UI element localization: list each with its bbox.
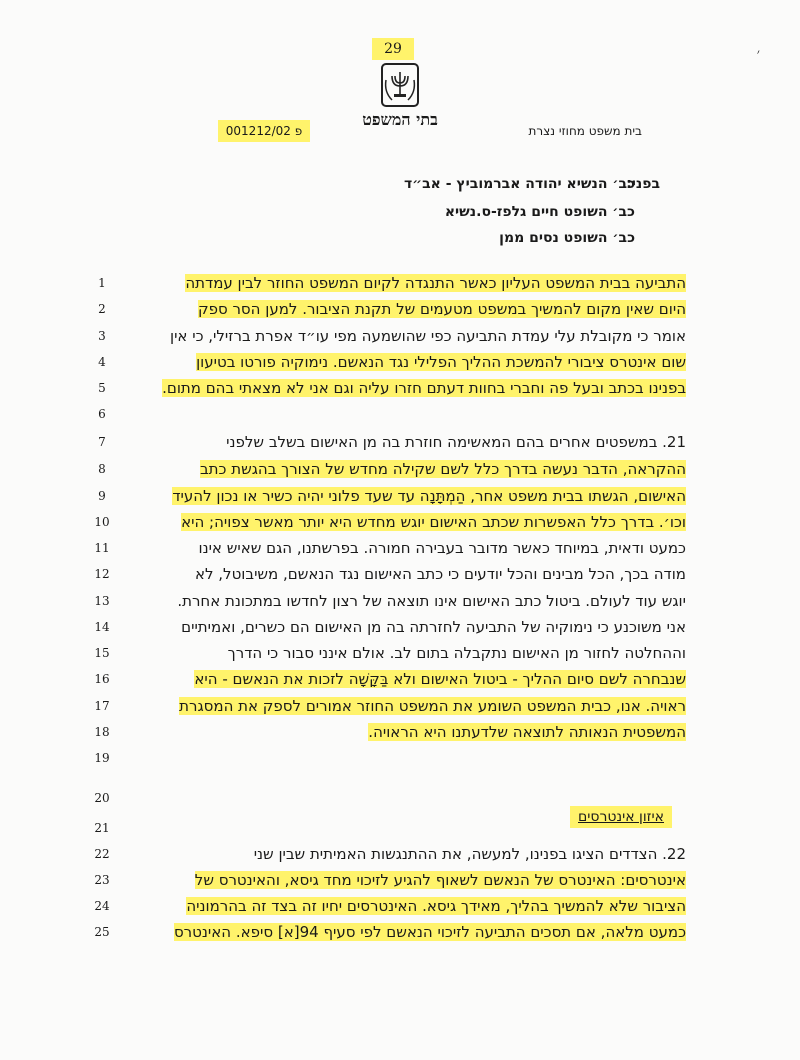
line-number: 23 xyxy=(94,873,110,887)
line-text-content: כמעט ודאית, במיוחד כאשר מדובר בעבירה חמורה. בפרשתנו, הגם שאיש אינו xyxy=(198,539,686,557)
line-number: 8 xyxy=(98,462,106,476)
line-number: 21 xyxy=(94,821,110,835)
line-text-content: כמעט מלאה, אם תסכים התביעה לזיכוי הנאשם לפי סעיף 94[א] סיפא. האינטרס xyxy=(173,923,686,941)
line-text xyxy=(128,561,686,587)
line-text xyxy=(128,296,686,322)
line-number: 16 xyxy=(94,672,110,686)
line-number: 4 xyxy=(98,355,106,369)
text-line xyxy=(0,561,800,587)
line-text xyxy=(128,719,686,745)
judge-3: כב׳ השופט נסים ממן xyxy=(499,230,635,246)
line-text xyxy=(128,693,686,719)
line-number: 5 xyxy=(98,381,106,395)
line-text-content: שום אינטרס ציבורי להמשכת ההליך הפלילי נגד הנאשם. נימוקיה פורטו בטיעון xyxy=(196,353,686,371)
line-text xyxy=(128,841,686,867)
line-text xyxy=(128,270,686,296)
line-number: 2 xyxy=(98,302,106,316)
case-number: 001212/02 פ xyxy=(218,120,310,142)
line-number: 20 xyxy=(94,791,110,805)
judge-2: כב׳ השופט חיים גלפז-ס.נשיא xyxy=(444,204,635,220)
line-number: 12 xyxy=(94,567,110,581)
text-line xyxy=(0,785,800,811)
line-text-content: וההחלטה לחזור מן האישום נתקבלה בתום לב. אולם אינני סבור כי הדרך xyxy=(227,644,686,662)
line-text xyxy=(128,614,686,640)
line-text xyxy=(128,375,686,401)
text-line xyxy=(0,323,800,349)
text-line xyxy=(0,893,800,919)
line-text xyxy=(128,509,686,535)
line-text-content: האישום, הגשתו בבית משפט אחר, הַמְתָּנָה עד שעד פלוני יהיה כשיר או נכון להעיד xyxy=(172,487,686,505)
text-line xyxy=(0,456,800,482)
text-line xyxy=(0,375,800,401)
line-text-content: הציבור שלא להמשיך בהליך, מאידך גיסא. האינטרסים יחיו זה בצד זה בהרמוניה xyxy=(186,897,686,915)
line-text xyxy=(128,323,686,349)
line-text-content: שנבחרה לשם סיום ההליך - ביטול האישום ולא בַּקָּשָׁה לזכות את הנאשם - היא xyxy=(194,670,686,688)
line-text-content: התביעה בבית המשפט העליון כאשר התנגדה לקיום המשפט החוזר לבין עמדתה xyxy=(185,274,686,292)
line-text-content: ראויה. אנו, כבית המשפט השומע את המשפט החוזר אמורים לספק את המסגרת xyxy=(179,697,686,715)
text-line xyxy=(0,401,800,427)
text-line xyxy=(0,815,800,841)
district-court: בית משפט מחוזי נצרת xyxy=(528,124,642,138)
line-text xyxy=(128,893,686,919)
text-line xyxy=(0,588,800,614)
text-line xyxy=(0,693,800,719)
line-text-content: בפנינו בכתב ובעל פה וחברי בחוות דעתם חזרו עליה וגם אני לא מצאתי בהם מתום. xyxy=(162,379,686,397)
line-text-content: 21. במשפטים אחרים בהם המאשימה חוזרת בה מן האישום בשלב שלפני xyxy=(226,433,686,451)
line-text-content: אני משוכנע כי נימוקיה של התביעה לחזרתה בה מן האישום הם כשרים, ואמיתיים xyxy=(181,618,686,636)
line-number: 15 xyxy=(94,646,110,660)
corner-mark: ׳ xyxy=(756,46,760,62)
line-number: 7 xyxy=(98,435,106,449)
line-text-content: ההקראה, הדבר נעשה בדרך כלל לשם שקילה מחדש של הצורך בהגשת כתב xyxy=(200,460,686,478)
text-line xyxy=(0,640,800,666)
line-text-content: וכו׳. בדרך כלל האפשרות שכתב האישום יוגש מחדש היא יותר מאשר צפויה; היא xyxy=(181,513,686,531)
line-text-content: המשפטית הנאותה לתוצאה שלדעתנו היא הראויה. xyxy=(368,723,686,741)
bench-label: בפני: xyxy=(626,176,660,192)
line-number: 19 xyxy=(94,751,110,765)
text-line xyxy=(0,745,800,771)
line-text xyxy=(128,349,686,375)
text-line xyxy=(0,270,800,296)
judge-1: כב׳ הנשיא יהודה אברמוביץ - אב״ד xyxy=(403,176,635,192)
line-text-content: יוגש עוד לעולם. ביטול כתב האישום אינו תוצאה של רצון לחדשו במתכונת אחרת. xyxy=(177,592,686,610)
text-line xyxy=(0,719,800,745)
line-text xyxy=(128,535,686,561)
line-text xyxy=(128,919,686,945)
line-number: 11 xyxy=(94,541,110,555)
line-number: 14 xyxy=(94,620,110,634)
line-number: 13 xyxy=(94,594,110,608)
line-text-content: אומר כי מקובלת עלי עמדת התביעה כפי שהושמעה מפי עו״ד אפרת ברזילי, כי אין xyxy=(169,327,686,345)
line-number: 17 xyxy=(94,699,110,713)
line-number: 1 xyxy=(98,276,106,290)
line-number: 9 xyxy=(98,489,106,503)
text-line xyxy=(0,349,800,375)
line-text xyxy=(128,483,686,509)
line-number: 3 xyxy=(98,329,106,343)
text-line xyxy=(0,535,800,561)
line-text xyxy=(128,429,686,455)
court-name: בתי המשפט xyxy=(362,110,438,129)
page-number: 29 xyxy=(372,38,414,60)
text-line xyxy=(0,429,800,455)
line-text xyxy=(128,640,686,666)
line-text-content: אינטרסים: האינטרס של הנאשם לשאוף להגיע לזיכוי מחד גיסא, והאינטרס של xyxy=(194,871,686,889)
line-number: 6 xyxy=(98,407,106,421)
state-emblem-icon xyxy=(380,62,420,108)
section-heading: איזון אינטרסים xyxy=(570,806,672,828)
line-number: 22 xyxy=(94,847,110,861)
line-text-content: 22. הצדדים הציגו בפנינו, למעשה, את ההתנגשות האמיתית שבין שני xyxy=(253,845,686,863)
line-text xyxy=(128,867,686,893)
text-line xyxy=(0,509,800,535)
text-line xyxy=(0,296,800,322)
line-text xyxy=(128,588,686,614)
text-line xyxy=(0,841,800,867)
text-line xyxy=(0,666,800,692)
line-text xyxy=(128,456,686,482)
line-text-content: היום שאין מקום להמשיך במשפט מטעמים של תקנת הציבור. למען הסר ספק xyxy=(197,300,686,318)
text-line xyxy=(0,919,800,945)
line-text-content: מודה בכך, הכל מבינים והכל יודעים כי כתב האישום נגד הנאשם, משיבוטל, לא xyxy=(194,565,686,583)
text-line xyxy=(0,483,800,509)
line-text xyxy=(128,666,686,692)
text-line xyxy=(0,867,800,893)
text-line xyxy=(0,614,800,640)
line-number: 18 xyxy=(94,725,110,739)
line-number: 10 xyxy=(94,515,110,529)
line-number: 24 xyxy=(94,899,110,913)
line-number: 25 xyxy=(94,925,110,939)
